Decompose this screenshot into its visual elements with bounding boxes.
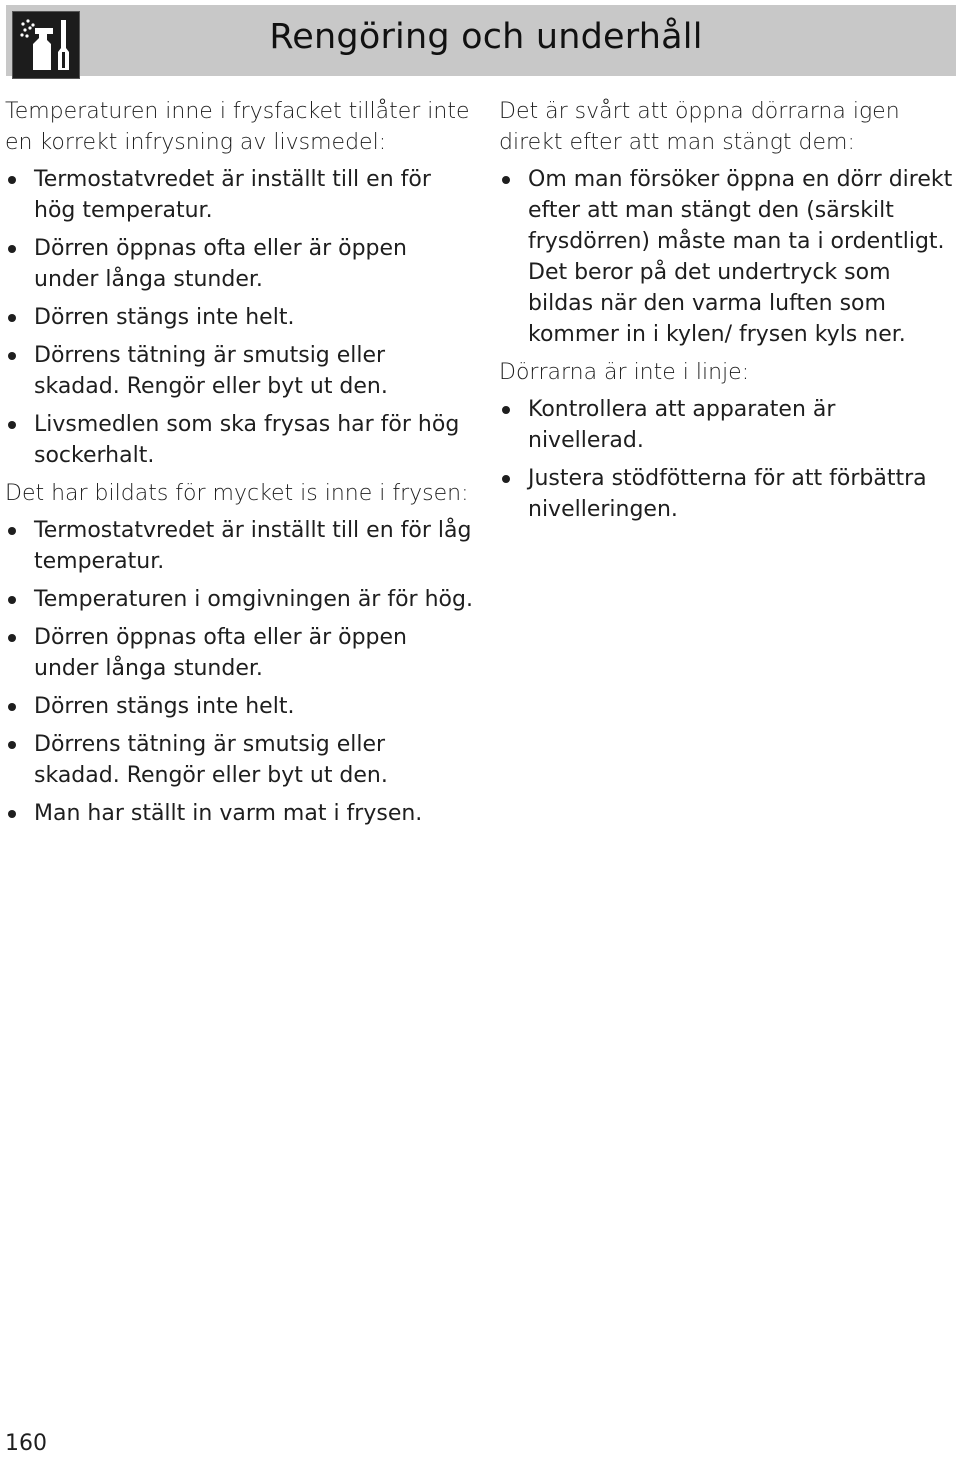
bullet-icon [8,352,16,360]
bullet-icon [8,810,16,818]
bullet-icon [8,703,16,711]
section-heading: Dörrarna är inte i linje: [499,360,750,385]
bullet-list [5,164,475,471]
page-header [6,5,956,76]
bullet-icon [8,314,16,322]
bullet-list [499,164,954,350]
page-title: Rengöring och underhåll [269,17,703,57]
bullet-list [5,515,475,829]
bullet-icon [502,475,510,483]
right-column [499,96,954,532]
list-item: Kontrollera att apparaten är nivellerad. [499,394,954,456]
list-item: Dörrens tätning är smutsig eller skadad. Rengör eller byt ut den. [5,340,475,402]
section-freezer-temperature [5,96,475,471]
list-item: Justera stödfötterna för att förbättra nivelleringen. [499,463,954,525]
bullet-icon [502,176,510,184]
list-item: Termostatvredet är inställt till en för hög temperatur. [5,164,475,226]
list-item: Dörren stängs inte helt. [5,302,475,333]
list-item: Termostatvredet är inställt till en för låg temperatur. [5,515,475,577]
bullet-icon [502,406,510,414]
list-item: Man har ställt in varm mat i frysen. [5,798,475,829]
page-number: 160 [5,1431,47,1456]
list-item: Dörren stängs inte helt. [5,691,475,722]
bullet-icon [8,596,16,604]
list-item: Dörren öppnas ofta eller är öppen under långa stunder. [5,233,475,295]
list-item: Dörrens tätning är smutsig eller skadad. Rengör eller byt ut den. [5,729,475,791]
list-item: Dörren öppnas ofta eller är öppen under långa stunder. [5,622,475,684]
bullet-icon [8,527,16,535]
list-item: Om man försöker öppna en dörr direkt efter att man stängt den (särskilt frysdörren) måste man ta i ordentligt. Det beror på det undertryck som bildas när den varma luften som kommer in i kylen/ frysen kyls ner. [499,164,954,350]
bullet-icon [8,245,16,253]
section-heading: Temperaturen inne i frysfacket tillåter inte en korrekt infrysning av livsmedel: [5,99,470,155]
bullet-icon [8,634,16,642]
section-heading: Det har bildats för mycket is inne i frysen: [5,481,469,506]
section-too-much-ice [5,478,475,829]
bullet-icon [8,741,16,749]
section-doors-hard-to-open [499,96,954,350]
list-item: Temperaturen i omgivningen är för hög. [5,584,475,615]
left-column [5,96,475,836]
bullet-icon [8,176,16,184]
section-heading: Det är svårt att öppna dörrarna igen direkt efter att man stängt dem: [499,99,900,155]
bullet-list [499,394,954,525]
list-item: Livsmedlen som ska frysas har för hög sockerhalt. [5,409,475,471]
section-doors-misaligned [499,357,954,525]
bullet-icon [8,421,16,429]
